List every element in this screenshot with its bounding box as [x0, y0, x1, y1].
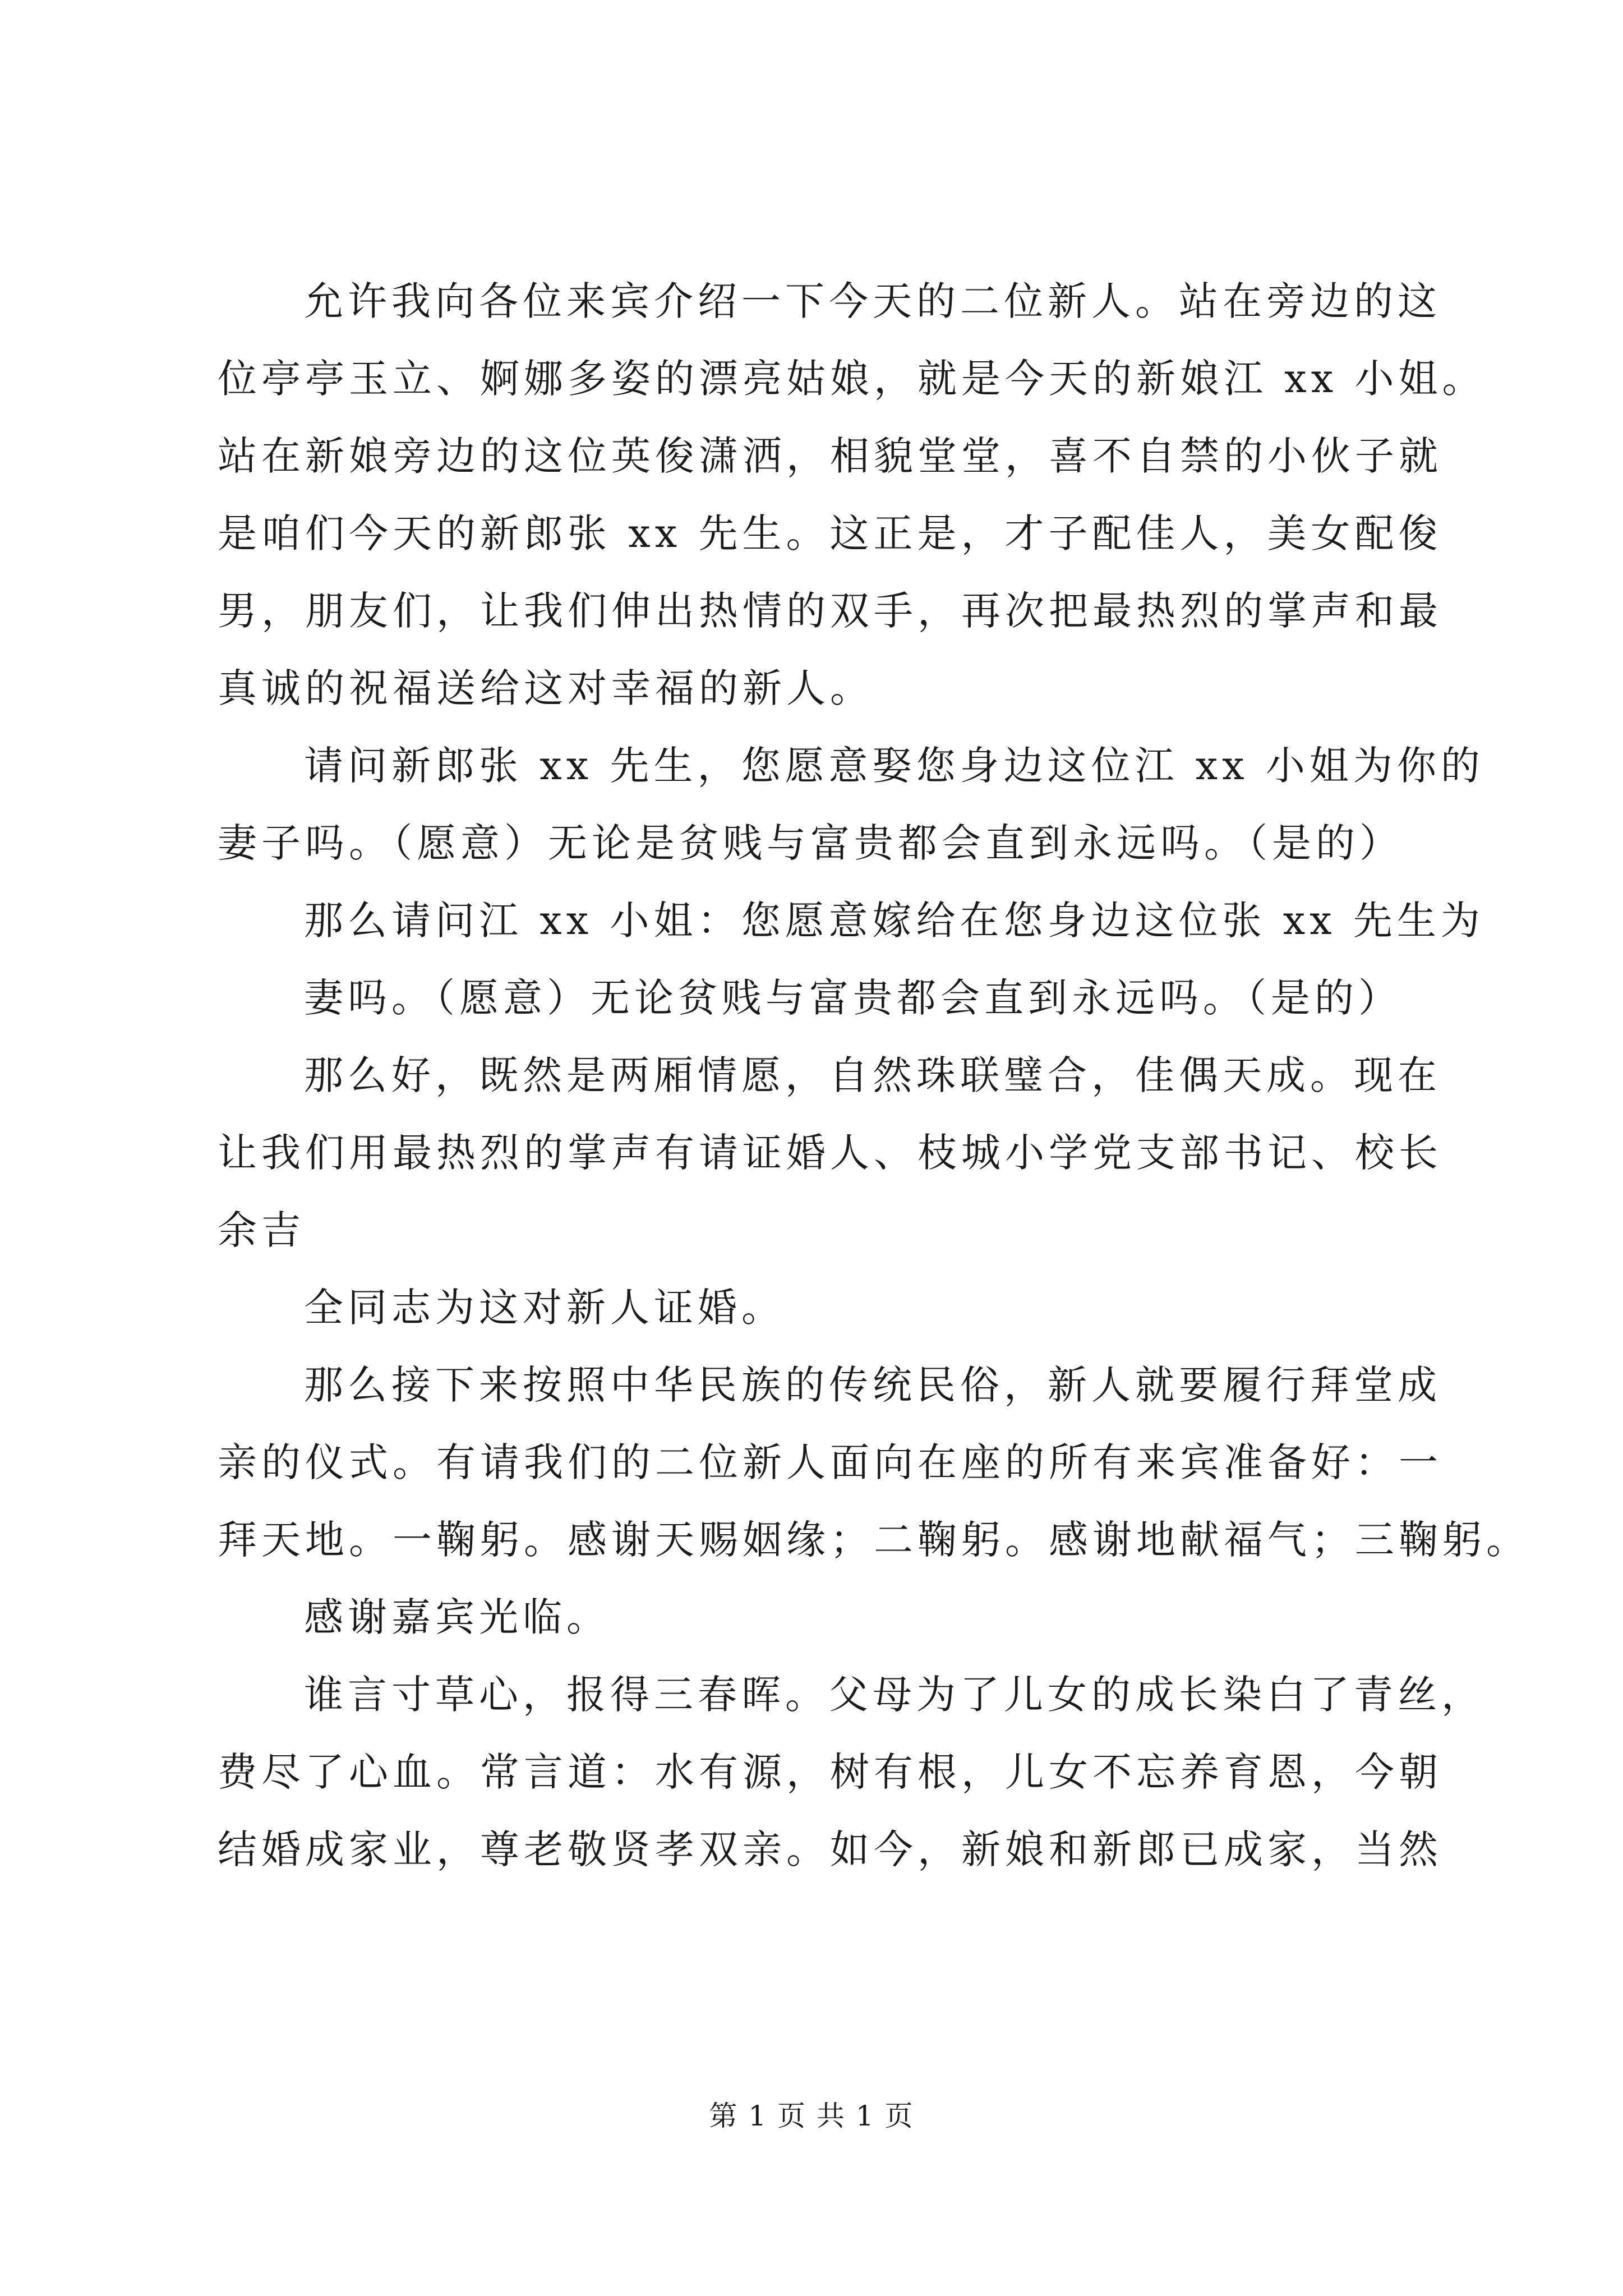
text-line: 拜天地。一鞠躬。感谢天赐姻缘；二鞠躬。感谢地献福气；三鞠躬。	[218, 1517, 1530, 1563]
body-text	[218, 263, 1530, 1888]
text-line: 谁言寸草心，报得三春晖。父母为了儿女的成长染白了青丝，	[304, 1672, 1485, 1718]
document-body	[218, 263, 1530, 1888]
text-line: 亲的仪式。有请我们的二位新人面向在座的所有来宾准备好：一	[218, 1439, 1442, 1485]
text-line: 位亭亭玉立、婀娜多姿的漂亮姑娘，就是今天的新娘江 xx 小姐。	[218, 356, 1486, 402]
page-number: 第 1 页 共 1 页	[709, 2100, 914, 2132]
text-line: 余吉	[218, 1207, 305, 1253]
text-line: 结婚成家业，尊老敬贤孝双亲。如今，新娘和新郎已成家，当然	[218, 1826, 1442, 1872]
text-line: 允许我向各位来宾介绍一下今天的二位新人。站在旁边的这	[304, 278, 1441, 324]
text-line: 请问新郎张 xx 先生，您愿意娶您身边这位江 xx 小姐为你的	[304, 743, 1484, 789]
text-line: 那么好，既然是两厢情愿，自然珠联璧合，佳偶天成。现在	[304, 1052, 1441, 1098]
text-line: 感谢嘉宾光临。	[304, 1594, 610, 1640]
text-line: 让我们用最热烈的掌声有请证婚人、枝城小学党支部书记、校长	[218, 1130, 1442, 1176]
text-line: 是咱们今天的新郎张 xx 先生。这正是，才子配佳人，美女配俊	[218, 510, 1442, 556]
text-line: 费尽了心血。常言道：水有源，树有根，儿女不忘养育恩，今朝	[218, 1749, 1442, 1795]
text-line: 妻吗。（愿意）无论贫贱与富贵都会直到永远吗。（是的）	[304, 975, 1402, 1021]
page-footer	[0, 2099, 1623, 2133]
text-line: 真诚的祝福送给这对幸福的新人。	[218, 665, 874, 711]
text-line: 那么接下来按照中华民族的传统民俗，新人就要履行拜堂成	[304, 1362, 1441, 1408]
text-line: 男，朋友们，让我们伸出热情的双手，再次把最热烈的掌声和最	[218, 588, 1442, 634]
text-line: 站在新娘旁边的这位英俊潇洒，相貌堂堂，喜不自禁的小伙子就	[218, 433, 1442, 479]
text-line: 妻子吗。（愿意）无论是贫贱与富贵都会直到永远吗。（是的）	[218, 820, 1403, 866]
text-line: 那么请问江 xx 小姐：您愿意嫁给在您身边这位张 xx 先生为	[304, 898, 1484, 944]
text-line: 全同志为这对新人证婚。	[304, 1285, 785, 1331]
